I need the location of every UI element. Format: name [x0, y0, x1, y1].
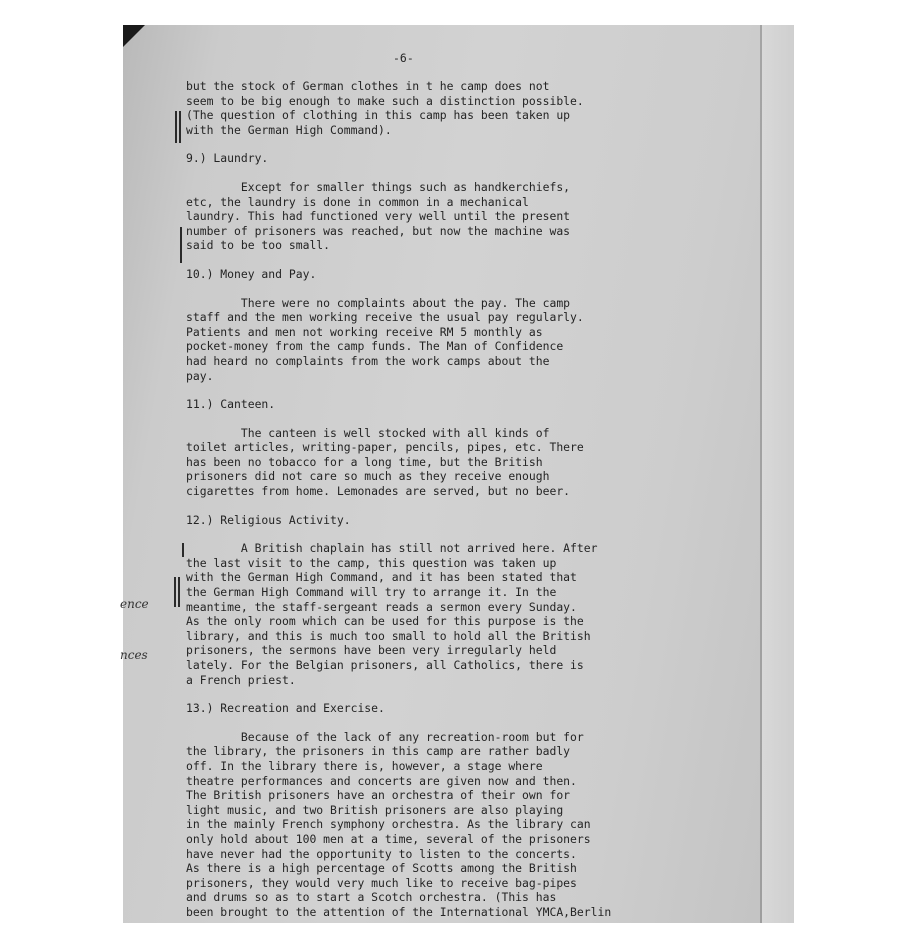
- text-line: lately. For the Belgian prisoners, all Catholics, there is: [186, 658, 584, 672]
- text-line: in the mainly French symphony orchestra. As the library can: [186, 817, 591, 832]
- margin-note: nces: [120, 648, 148, 662]
- text-line: prisoners, they would very much like to receive bag-pipes: [186, 875, 577, 890]
- text-line: and drums so as to start a Scotch orchestra. (This has: [186, 890, 557, 905]
- margin-bar-mark: [178, 577, 180, 607]
- text-line: toilet articles, writing-paper, pencils, pipes, etc. There: [186, 440, 584, 455]
- text-line: only hold about 100 men at a time, several of the prisoners: [186, 831, 591, 846]
- document-body: [186, 79, 746, 920]
- text-line: A British chaplain has still not arrived here. After: [186, 541, 598, 556]
- text-line: library, and this is much too small to hold all the British: [186, 628, 591, 643]
- text-line: had heard no complaints from the work camps about the: [186, 353, 550, 368]
- text-line: Because of the lack of any recreation-room but for: [186, 729, 584, 744]
- text-line: There were no complaints about the pay. The camp: [186, 295, 571, 310]
- text-line: theatre performances and concerts are given now and then.: [186, 773, 577, 788]
- text-line: prisoners, the sermons have been very irregularly held: [186, 643, 557, 658]
- text-line: a French priest.: [186, 672, 296, 687]
- text-line: with the German High Command).: [186, 122, 392, 137]
- section-heading: 12.) Religious Activity.: [186, 512, 351, 527]
- margin-bar-mark: [182, 543, 184, 557]
- text-line: with the German High Command, and it has been stated that: [186, 570, 577, 585]
- text-line: but the stock of German clothes in t he camp does not: [186, 79, 550, 93]
- text-line: As there is a high percentage of Scotts among the British: [186, 861, 577, 876]
- section-money-and-pay: [186, 267, 746, 383]
- section-heading: 10.) Money and Pay.: [186, 266, 317, 281]
- page-number: -6-: [393, 51, 414, 65]
- text-line: has been no tobacco for a long time, but the British: [186, 454, 543, 469]
- margin-note: ence: [120, 597, 149, 611]
- text-line: the last visit to the camp, this question was taken up: [186, 555, 557, 570]
- text-line: prisoners did not care so much as they receive enough: [186, 469, 550, 484]
- margin-bar-mark: [175, 111, 177, 143]
- document-page: [123, 25, 794, 923]
- section-heading: 13.) Recreation and Exercise.: [186, 701, 385, 716]
- text-line: light music, and two British prisoners are also playing: [186, 802, 564, 817]
- text-line: etc, the laundry is done in common in a mechanical: [186, 194, 529, 209]
- text-line: laundry. This had functioned very well until the present: [186, 209, 571, 224]
- text-line: seem to be big enough to make such a distinction possible.: [186, 93, 584, 108]
- text-line: staff and the men working receive the usual pay regularly.: [186, 310, 584, 325]
- section-canteen: [186, 397, 746, 499]
- text-line: meantime, the staff-sergeant reads a sermon every Sunday.: [186, 599, 577, 614]
- page-fold-line: [760, 25, 762, 923]
- page-edge-strip: [762, 25, 794, 923]
- text-line: the library, the prisoners in this camp are rather badly: [186, 744, 571, 759]
- text-line: cigarettes from home. Lemonades are served, but no beer.: [186, 484, 571, 499]
- text-line: off. In the library there is, however, a stage where: [186, 758, 543, 773]
- section-laundry: [186, 151, 746, 253]
- text-line: pay.: [186, 368, 214, 383]
- text-line: pocket-money from the camp funds. The Man of Confidence: [186, 339, 564, 354]
- text-line: As the only room which can be used for this purpose is the: [186, 614, 584, 629]
- text-line: have never had the opportunity to listen to the concerts.: [186, 846, 577, 861]
- margin-bar-mark: [180, 227, 182, 263]
- text-line: number of prisoners was reached, but now the machine was: [186, 223, 571, 238]
- section-recreation-and-exercise: [186, 701, 746, 919]
- section-heading: 9.) Laundry.: [186, 151, 269, 166]
- section-heading: 11.) Canteen.: [186, 397, 276, 412]
- text-line: the German High Command will try to arrange it. In the: [186, 585, 557, 600]
- text-line: Except for smaller things such as handkerchiefs,: [186, 179, 571, 194]
- corner-shadow: [123, 25, 145, 47]
- text-line: Patients and men not working receive RM 5 monthly as: [186, 324, 543, 339]
- margin-bar-mark: [179, 111, 181, 143]
- text-line: The British prisoners have an orchestra of their own for: [186, 788, 571, 803]
- margin-bar-mark: [174, 577, 176, 607]
- text-line: said to be too small.: [186, 238, 331, 253]
- text-line: (The question of clothing in this camp has been taken up: [186, 108, 571, 123]
- section-religious-activity: [186, 513, 746, 688]
- text-line: The canteen is well stocked with all kinds of: [186, 425, 550, 440]
- intro-paragraph: [186, 79, 746, 137]
- text-line: been brought to the attention of the International YMCA,Berlin: [186, 904, 612, 919]
